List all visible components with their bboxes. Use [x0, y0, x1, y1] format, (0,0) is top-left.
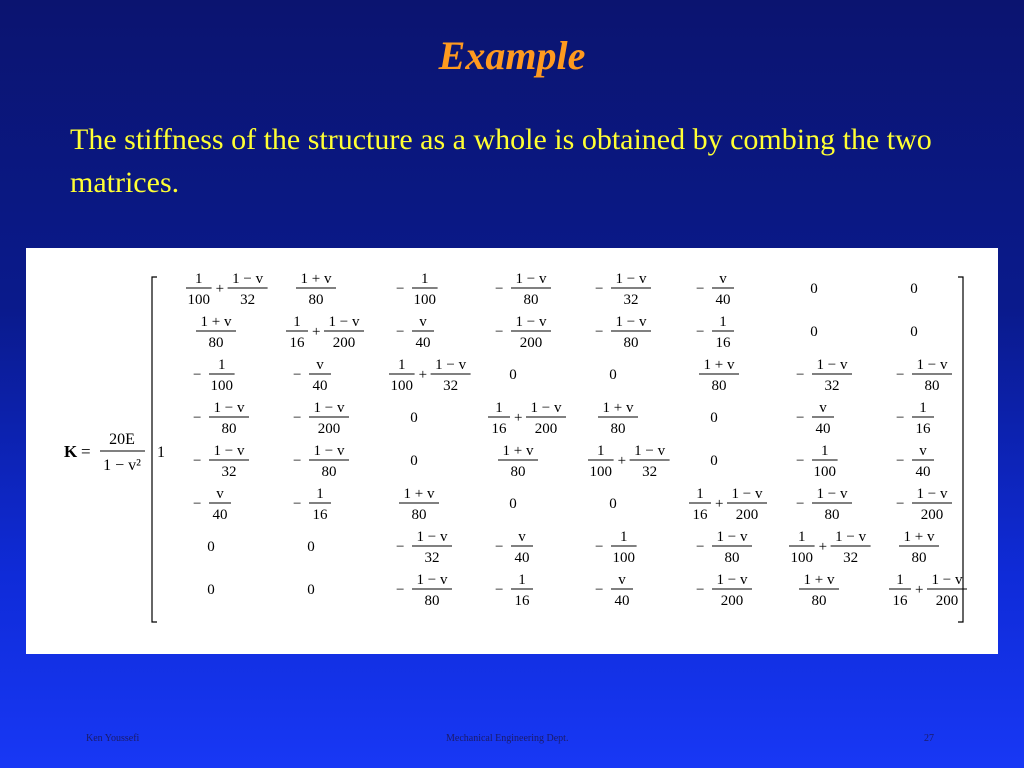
matrix-cell-r3c7-numerator: 1 − v	[816, 357, 848, 373]
matrix-cell-r1c6-minus: −	[696, 281, 705, 297]
matrix-cell-r4c5-denominator: 80	[610, 421, 626, 437]
matrix-cell-r6c6-term1-denominator: 16	[692, 507, 708, 523]
matrix-cell-r6c1-numerator: v	[216, 486, 224, 502]
matrix-cell-r3c3-term1-numerator: 1	[398, 357, 406, 373]
matrix-cell-r2c2-term1-numerator: 1	[293, 314, 301, 330]
matrix-cell-r7c3-denominator: 32	[424, 550, 440, 566]
matrix-cell-r3c3-term1-denominator: 100	[390, 378, 414, 394]
matrix-cell-r8c8-plus: +	[915, 582, 924, 598]
matrix-cell-r1c1-term2-denominator: 32	[240, 292, 256, 308]
matrix-cell-r3c2-denominator: 40	[312, 378, 328, 394]
matrix-cell-r5c8-minus: −	[896, 453, 905, 469]
matrix-cell-r5c5-term1-denominator: 100	[589, 464, 613, 480]
matrix-cell-r4c1-numerator: 1 − v	[213, 400, 245, 416]
matrix-cell-r1c1-plus: +	[215, 281, 225, 297]
matrix-cell-r8c6-denominator: 200	[720, 593, 744, 609]
matrix-cell-r4c3-value: 0	[410, 410, 418, 426]
matrix-cell-r7c6-minus: −	[696, 539, 705, 555]
matrix-cell-r3c8-numerator: 1 − v	[916, 357, 948, 373]
matrix-cell-r6c6-plus: +	[715, 496, 724, 512]
matrix-cell-r7c6-denominator: 80	[724, 550, 740, 566]
matrix-cell-r4c4-term1-numerator: 1	[495, 400, 503, 416]
matrix-cell-r7c1-value: 0	[207, 539, 215, 555]
matrix-cell-r7c3-numerator: 1 − v	[416, 529, 448, 545]
matrix-cell-r2c4-minus: −	[495, 324, 504, 340]
matrix-cell-r4c8-minus: −	[896, 410, 905, 426]
matrix-cell-r3c5-value: 0	[609, 367, 617, 383]
matrix-cell-r5c1-denominator: 32	[221, 464, 237, 480]
matrix-symbol-k: K	[64, 442, 78, 461]
matrix-cell-r6c2-numerator: 1	[316, 486, 324, 502]
matrix-cell-r7c2-value: 0	[307, 539, 315, 555]
matrix-cell-r6c5-value: 0	[609, 496, 617, 512]
matrix-cell-r4c4-term2-numerator: 1 − v	[530, 400, 562, 416]
matrix-cell-r1c3-denominator: 100	[413, 292, 437, 308]
matrix-cell-r6c1-denominator: 40	[212, 507, 228, 523]
matrix-cell-r6c2-denominator: 16	[312, 507, 328, 523]
matrix-cell-r1c2-denominator: 80	[308, 292, 324, 308]
matrix-cell-r7c7-term1-numerator: 1	[798, 529, 806, 545]
matrix-cell-r2c8-value: 0	[910, 324, 918, 340]
matrix-cell-r4c1-denominator: 80	[221, 421, 237, 437]
footer-page-number: 27	[924, 733, 934, 744]
matrix-cell-r8c4-minus: −	[495, 582, 504, 598]
matrix-cell-r2c6-denominator: 16	[715, 335, 731, 351]
matrix-cell-r2c1-numerator: 1 + v	[200, 314, 232, 330]
matrix-cell-r2c6-numerator: 1	[719, 314, 727, 330]
matrix-cell-r5c7-numerator: 1	[821, 443, 829, 459]
matrix-cell-r5c6-value: 0	[710, 453, 718, 469]
matrix-cells	[186, 271, 967, 609]
matrix-cell-r5c5-term2-numerator: 1 − v	[634, 443, 666, 459]
equals-sign: =	[81, 442, 91, 461]
matrix-cell-r7c5-denominator: 100	[612, 550, 636, 566]
factor-denominator: 1 − v²	[103, 457, 141, 474]
matrix-cell-r1c6-denominator: 40	[715, 292, 731, 308]
matrix-cell-r2c3-denominator: 40	[415, 335, 431, 351]
matrix-cell-r7c7-term2-numerator: 1 − v	[835, 529, 867, 545]
matrix-cell-r1c8-value: 0	[910, 281, 918, 297]
matrix-cell-r3c1-denominator: 100	[210, 378, 234, 394]
matrix-cell-r3c7-denominator: 32	[824, 378, 840, 394]
matrix-cell-r3c2-minus: −	[293, 367, 302, 383]
matrix-cell-r1c5-numerator: 1 − v	[615, 271, 647, 287]
matrix-cell-r7c5-minus: −	[595, 539, 604, 555]
matrix-cell-r5c3-value: 0	[410, 453, 418, 469]
matrix-cell-r7c7-term2-denominator: 32	[843, 550, 859, 566]
matrix-cell-r6c1-minus: −	[193, 496, 202, 512]
matrix-cell-r7c4-numerator: v	[518, 529, 526, 545]
matrix-cell-r5c1-numerator: 1 − v	[213, 443, 245, 459]
matrix-cell-r3c3-term2-numerator: 1 − v	[435, 357, 467, 373]
matrix-cell-r6c6-term2-numerator: 1 − v	[731, 486, 763, 502]
right-bracket	[958, 277, 963, 622]
matrix-cell-r3c2-numerator: v	[316, 357, 324, 373]
matrix-cell-r8c6-numerator: 1 − v	[716, 572, 748, 588]
matrix-cell-r1c5-denominator: 32	[623, 292, 639, 308]
matrix-cell-r2c1-denominator: 80	[208, 335, 224, 351]
matrix-cell-r2c5-denominator: 80	[623, 335, 639, 351]
stiffness-matrix-figure	[26, 248, 998, 654]
matrix-cell-r7c8-numerator: 1 + v	[903, 529, 935, 545]
matrix-cell-r7c7-term1-denominator: 100	[790, 550, 814, 566]
matrix-cell-r2c7-value: 0	[810, 324, 818, 340]
matrix-cell-r6c7-denominator: 80	[824, 507, 840, 523]
footer-department: Mechanical Engineering Dept.	[446, 733, 569, 744]
matrix-cell-r5c5-term1-numerator: 1	[597, 443, 605, 459]
matrix-cell-r8c1-value: 0	[207, 582, 215, 598]
matrix-cell-r8c8-term1-numerator: 1	[896, 572, 904, 588]
matrix-cell-r5c4-numerator: 1 + v	[502, 443, 534, 459]
matrix-cell-r5c2-numerator: 1 − v	[313, 443, 345, 459]
matrix-cell-r5c2-minus: −	[293, 453, 302, 469]
matrix-cell-r4c4-term1-denominator: 16	[491, 421, 507, 437]
matrix-cell-r6c6-term1-numerator: 1	[696, 486, 704, 502]
matrix-cell-r2c2-plus: +	[312, 324, 321, 340]
matrix-cell-r6c4-value: 0	[509, 496, 517, 512]
matrix-cell-r7c5-numerator: 1	[620, 529, 628, 545]
matrix-cell-r4c8-denominator: 16	[915, 421, 931, 437]
stiffness-matrix-equation	[26, 248, 998, 654]
matrix-cell-r7c8-denominator: 80	[911, 550, 927, 566]
matrix-cell-r5c7-minus: −	[796, 453, 805, 469]
footer-author: Ken Youssefi	[86, 733, 140, 744]
matrix-cell-r1c4-numerator: 1 − v	[515, 271, 547, 287]
matrix-cell-r6c7-minus: −	[796, 496, 805, 512]
matrix-lhs	[64, 431, 165, 474]
matrix-cell-r4c2-denominator: 200	[317, 421, 341, 437]
matrix-cell-r8c4-denominator: 16	[514, 593, 530, 609]
matrix-cell-r4c7-denominator: 40	[815, 421, 831, 437]
matrix-cell-r3c8-minus: −	[896, 367, 905, 383]
matrix-cell-r5c2-denominator: 80	[321, 464, 337, 480]
matrix-cell-r3c6-denominator: 80	[711, 378, 727, 394]
matrix-cell-r7c6-numerator: 1 − v	[716, 529, 748, 545]
matrix-cell-r8c5-denominator: 40	[614, 593, 630, 609]
matrix-cell-r2c6-minus: −	[696, 324, 705, 340]
matrix-cell-r2c2-term2-denominator: 200	[332, 335, 356, 351]
matrix-cell-r7c3-minus: −	[396, 539, 405, 555]
matrix-cell-r1c1-term1-denominator: 100	[187, 292, 211, 308]
matrix-prefix-one: 1	[157, 444, 165, 461]
matrix-cell-r5c5-plus: +	[617, 453, 627, 469]
matrix-cell-r2c2-term1-denominator: 16	[289, 335, 305, 351]
matrix-cell-r2c3-numerator: v	[419, 314, 427, 330]
matrix-cell-r1c3-numerator: 1	[421, 271, 429, 287]
matrix-cell-r8c8-term2-numerator: 1 − v	[931, 572, 963, 588]
matrix-cell-r1c1-term1-numerator: 1	[195, 271, 203, 287]
matrix-cell-r1c4-minus: −	[495, 281, 504, 297]
matrix-cell-r1c1-term2-numerator: 1 − v	[232, 271, 264, 287]
matrix-cell-r4c7-minus: −	[796, 410, 805, 426]
slide-title: Example	[438, 33, 586, 78]
matrix-cell-r4c5-numerator: 1 + v	[602, 400, 634, 416]
factor-numerator: 20E	[109, 431, 135, 448]
matrix-cell-r5c4-denominator: 80	[510, 464, 526, 480]
matrix-cell-r2c5-minus: −	[595, 324, 604, 340]
slide-body-text: The stiffness of the structure as a whole is obtained by combing the two matrices.	[70, 123, 932, 199]
matrix-cell-r4c4-plus: +	[514, 410, 523, 426]
matrix-cell-r8c8-term1-denominator: 16	[892, 593, 908, 609]
matrix-cell-r3c3-term2-denominator: 32	[443, 378, 459, 394]
matrix-cell-r3c1-minus: −	[193, 367, 202, 383]
matrix-cell-r3c3-plus: +	[418, 367, 428, 383]
matrix-cell-r3c1-numerator: 1	[218, 357, 226, 373]
matrix-cell-r8c4-numerator: 1	[518, 572, 526, 588]
matrix-cell-r6c2-minus: −	[293, 496, 302, 512]
matrix-cell-r5c5-term2-denominator: 32	[642, 464, 658, 480]
matrix-cell-r3c4-value: 0	[509, 367, 517, 383]
matrix-cell-r4c6-value: 0	[710, 410, 718, 426]
matrix-cell-r8c3-numerator: 1 − v	[416, 572, 448, 588]
matrix-cell-r8c7-denominator: 80	[811, 593, 827, 609]
matrix-cell-r6c8-minus: −	[896, 496, 905, 512]
matrix-cell-r5c8-numerator: v	[919, 443, 927, 459]
matrix-cell-r4c2-numerator: 1 − v	[313, 400, 345, 416]
matrix-cell-r4c4-term2-denominator: 200	[534, 421, 558, 437]
matrix-cell-r1c6-numerator: v	[719, 271, 727, 287]
matrix-cell-r6c8-denominator: 200	[920, 507, 944, 523]
matrix-cell-r4c1-minus: −	[193, 410, 202, 426]
matrix-cell-r1c3-minus: −	[396, 281, 405, 297]
matrix-cell-r2c2-term2-numerator: 1 − v	[328, 314, 360, 330]
matrix-cell-r8c8-term2-denominator: 200	[935, 593, 959, 609]
matrix-cell-r6c3-denominator: 80	[411, 507, 427, 523]
matrix-cell-r8c5-minus: −	[595, 582, 604, 598]
matrix-cell-r8c2-value: 0	[307, 582, 315, 598]
matrix-cell-r2c4-denominator: 200	[519, 335, 543, 351]
matrix-cell-r7c4-minus: −	[495, 539, 504, 555]
matrix-cell-r3c6-numerator: 1 + v	[703, 357, 735, 373]
matrix-cell-r8c7-numerator: 1 + v	[803, 572, 835, 588]
matrix-cell-r8c3-denominator: 80	[424, 593, 440, 609]
matrix-cell-r5c8-denominator: 40	[915, 464, 931, 480]
matrix-cell-r2c3-minus: −	[396, 324, 405, 340]
matrix-cell-r8c6-minus: −	[696, 582, 705, 598]
matrix-cell-r7c7-plus: +	[818, 539, 828, 555]
matrix-cell-r1c5-minus: −	[595, 281, 604, 297]
matrix-cell-r6c6-term2-denominator: 200	[735, 507, 759, 523]
matrix-cell-r6c7-numerator: 1 − v	[816, 486, 848, 502]
matrix-cell-r1c4-denominator: 80	[523, 292, 539, 308]
matrix-cell-r8c5-numerator: v	[618, 572, 626, 588]
matrix-cell-r3c8-denominator: 80	[924, 378, 940, 394]
matrix-cell-r1c2-numerator: 1 + v	[300, 271, 332, 287]
matrix-cell-r6c3-numerator: 1 + v	[403, 486, 435, 502]
matrix-cell-r6c8-numerator: 1 − v	[916, 486, 948, 502]
matrix-cell-r2c4-numerator: 1 − v	[515, 314, 547, 330]
matrix-cell-r4c7-numerator: v	[819, 400, 827, 416]
matrix-cell-r4c2-minus: −	[293, 410, 302, 426]
matrix-cell-r5c1-minus: −	[193, 453, 202, 469]
matrix-cell-r7c4-denominator: 40	[514, 550, 530, 566]
matrix-cell-r1c7-value: 0	[810, 281, 818, 297]
matrix-cell-r5c7-denominator: 100	[813, 464, 837, 480]
matrix-cell-r4c8-numerator: 1	[919, 400, 927, 416]
matrix-cell-r3c7-minus: −	[796, 367, 805, 383]
matrix-cell-r2c5-numerator: 1 − v	[615, 314, 647, 330]
matrix-cell-r8c3-minus: −	[396, 582, 405, 598]
